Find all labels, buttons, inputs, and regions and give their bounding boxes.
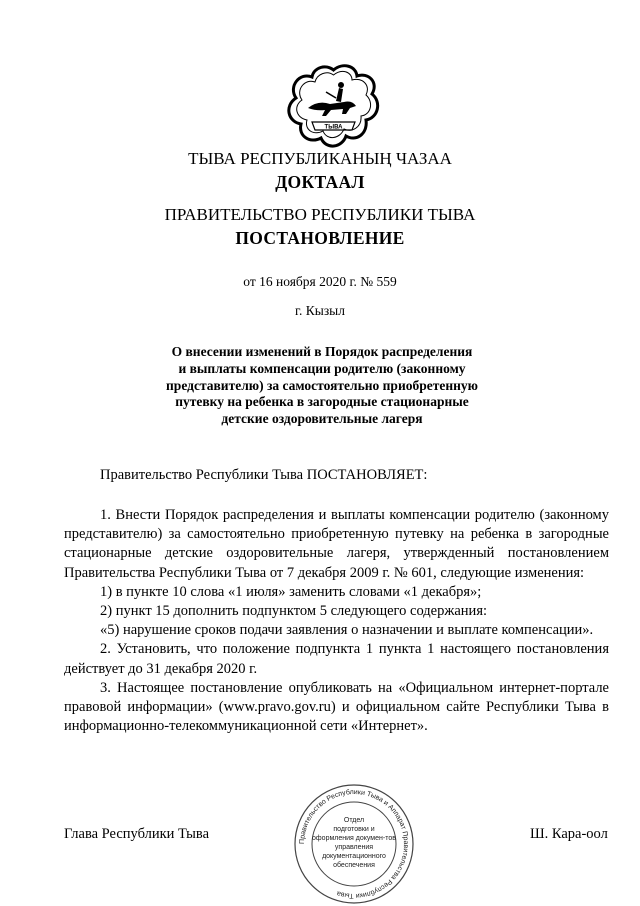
paragraph: 2) пункт 15 дополнить подпунктом 5 следующего содержания: bbox=[100, 603, 488, 620]
signatory-name: Ш. Кара-оол bbox=[530, 826, 608, 842]
paragraph: «5) нарушение сроков подачи заявления о назначении и выплате компенсации». bbox=[100, 622, 594, 639]
svg-text:Правительство Республики Тыва: Правительство Республики Тыва и Аппарат Правительства Республики Тыва bbox=[298, 788, 410, 900]
paragraph: 3. Настоящее постановление опубликовать на «Официальном интернет-портале правовой информации» (www.pravo.gov.ru) и официальном сайте Республики Тыва в информационно-телекоммуникационной сети «Интернет». bbox=[64, 679, 609, 735]
decree-intro: Правительство Республики Тыва ПОСТАНОВЛЯЕТ: bbox=[100, 467, 428, 483]
signatory-position: Глава Республики Тыва bbox=[64, 826, 210, 842]
title-line: детские оздоровительные лагеря bbox=[221, 411, 423, 427]
tuvan-government-name: ТЫВА РЕСПУБЛИКАНЫҢ ЧАЗАА bbox=[188, 149, 452, 168]
decree-body bbox=[64, 506, 609, 736]
paragraph: 2. Установить, что положение подпункта 1 пункта 1 настоящего постановления действует до 31 декабря 2020 г. bbox=[64, 641, 609, 677]
tuva-emblem bbox=[286, 64, 381, 152]
document-date-number: от 16 ноября 2020 г. № 559 bbox=[243, 274, 397, 289]
tuvan-document-type: ДОКТААЛ bbox=[275, 172, 365, 192]
svg-text:Отдел: Отдел bbox=[343, 817, 365, 824]
paragraph: 1. Внести Порядок распределения и выплаты компенсации родителю (законному представителю) за самостоятельно приобретенную путевку на ребенка в загородные стационарные детские оздоровительные лагеря, утвержденный постановлением Правительства Республики Тыва от 7 декабря 2009 г. № 601, следующие изменения: bbox=[64, 507, 609, 581]
document-type: ПОСТАНОВЛЕНИЕ bbox=[235, 228, 405, 248]
svg-text:ТЫВА: ТЫВА bbox=[324, 124, 343, 131]
official-stamp bbox=[292, 782, 416, 906]
document-title bbox=[120, 344, 524, 428]
svg-text:управления: управления bbox=[334, 844, 374, 851]
title-line: и выплаты компенсации родителю (законному bbox=[178, 360, 466, 376]
title-line: представителю) за самостоятельно приобретенную bbox=[166, 377, 478, 393]
svg-text:обеспечения: обеспечения bbox=[333, 862, 375, 869]
svg-text:оформления докумен-тов: оформления докумен-тов bbox=[312, 835, 396, 842]
svg-text:подготовки и: подготовки и bbox=[333, 826, 375, 833]
paragraph: 1) в пункте 10 слова «1 июля» заменить словами «1 декабря»; bbox=[100, 583, 482, 600]
svg-text:документационного: документационного bbox=[322, 853, 386, 860]
government-name: ПРАВИТЕЛЬСТВО РЕСПУБЛИКИ ТЫВА bbox=[164, 205, 476, 224]
title-line: путевку на ребенка в загородные стационарные bbox=[175, 394, 469, 410]
title-line: О внесении изменений в Порядок распределения bbox=[171, 344, 473, 359]
document-city: г. Кызыл bbox=[295, 303, 345, 318]
